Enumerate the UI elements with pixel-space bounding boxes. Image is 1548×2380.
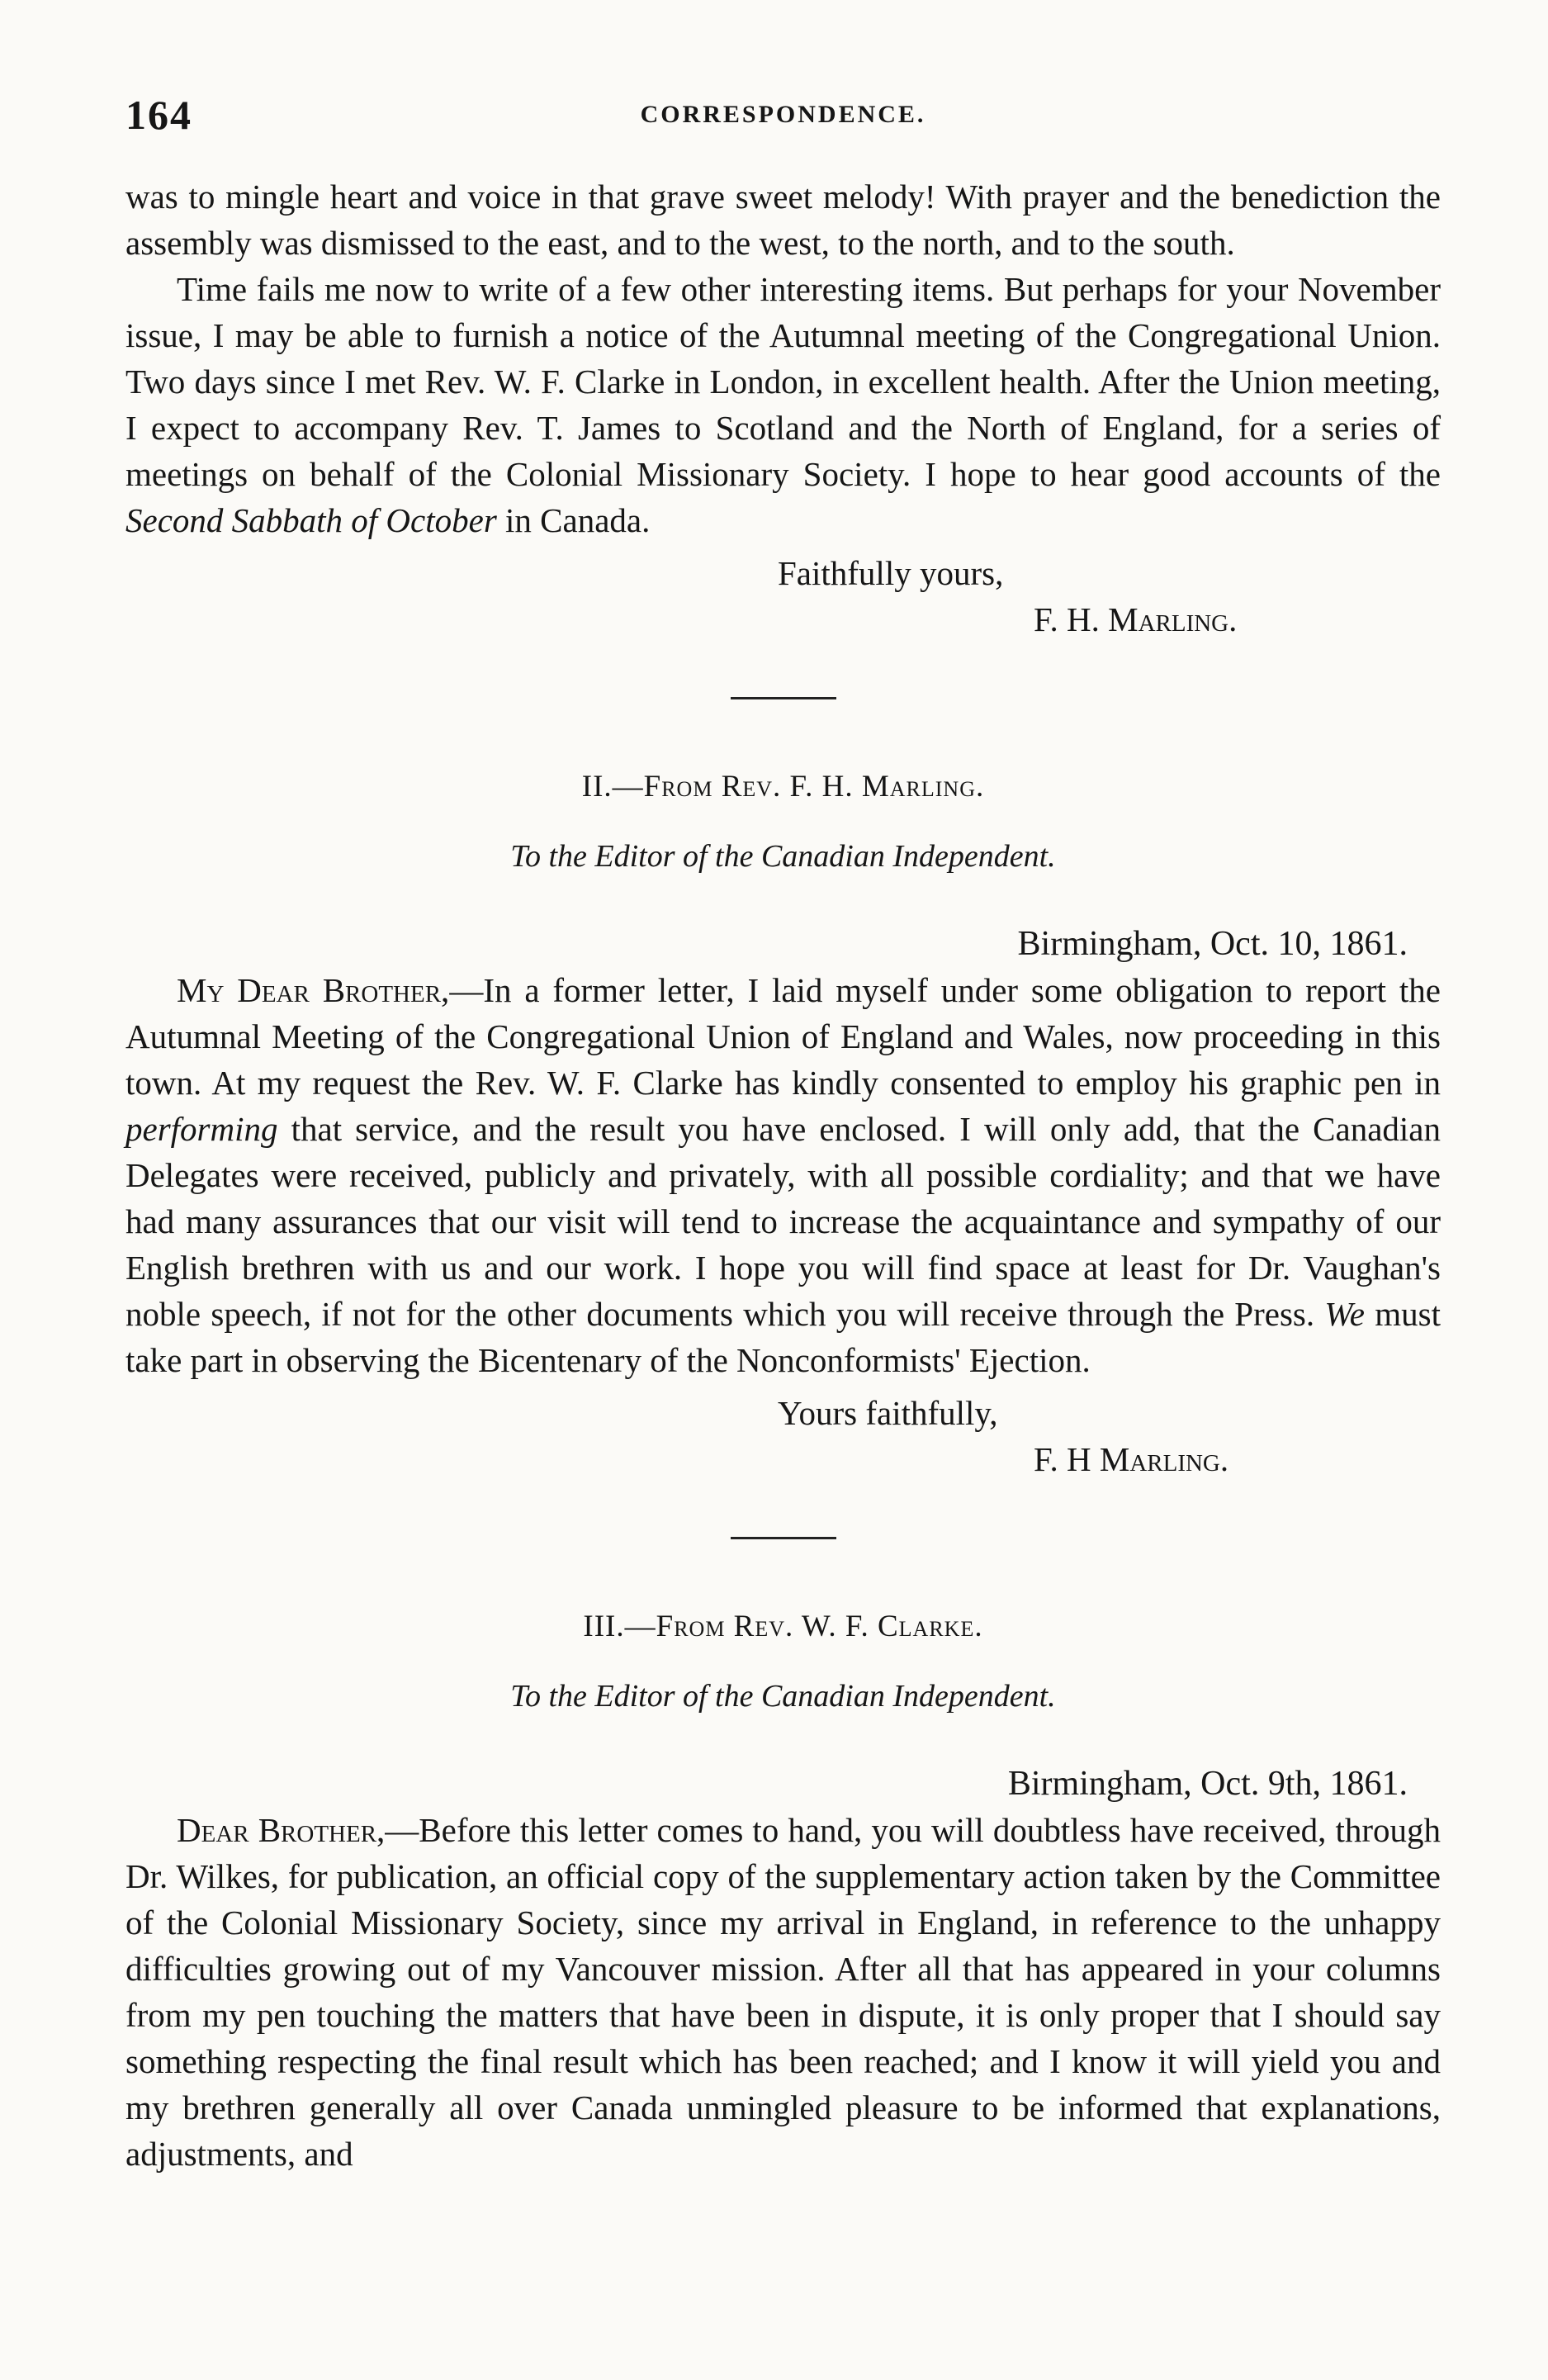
letter2-closing: Yours faithfully, <box>778 1394 998 1432</box>
running-header <box>125 91 1441 140</box>
letter1-paragraph-2-italic: Second Sabbath of October <box>125 501 497 539</box>
letter1-paragraph-1: was to mingle heart and voice in that grave sweet melody! With prayer and the benediction the assembly was dismissed to the east, and to the west, to the north, and to the south. <box>125 178 1441 262</box>
letter3-dateline: Birmingham, Oct. 9th, 1861. <box>1007 1765 1408 1803</box>
letter2-body <box>125 967 1441 1383</box>
section-divider-2 <box>731 1537 836 1539</box>
running-title: CORRESPONDENCE. <box>640 101 926 128</box>
letter2-heading: II.—From Rev. F. H. Marling. <box>581 770 985 804</box>
section-divider-1 <box>731 697 836 699</box>
letter1-paragraph-2-text-b: in Canada. <box>496 501 651 539</box>
letter3-salutation: Dear Brother, <box>177 1811 386 1849</box>
letter1-paragraph-2-text-a: Time fails me now to write of a few other interesting items. But perhaps for your November issue, I may be able to furnish a notice of the Autumnal meeting of the Congregational Union. Two days since I met Rev. W. F. Clarke in London, in excellent health. After the Union meeting, I expect to accompany Rev. T. James to Scotland and the North of England, for a series of meetings on behalf of the Colonial Missionary Society. I hope to hear good accounts of the <box>125 270 1441 493</box>
letter2-addressee: To the Editor of the Canadian Independent. <box>510 839 1056 874</box>
letter3-addressee: To the Editor of the Canadian Independent. <box>510 1679 1056 1714</box>
letter2-body-italic-2: We <box>1324 1295 1365 1333</box>
letter2-signature: F. H Marling. <box>1034 1440 1229 1478</box>
document-body <box>125 173 1441 2177</box>
letter2-body-text-a: —In a former letter, I laid myself under some obligation to report the Autumnal Meeting of the Congregational Union of England and Wales, now proceeding in this town. At my request the Rev. W. F. Clarke has kindly consented to employ his graphic pen in <box>125 971 1441 1102</box>
letter1-closing: Faithfully yours, <box>778 554 1004 592</box>
letter2-dateline: Birmingham, Oct. 10, 1861. <box>1017 925 1408 963</box>
letter3-heading: III.—From Rev. W. F. Clarke. <box>583 1610 983 1643</box>
letter3-body <box>125 1807 1441 2177</box>
letter2-body-italic-1: performing <box>125 1110 278 1148</box>
letter1-signature: F. H. Marling. <box>1034 600 1238 638</box>
page-number: 164 <box>125 92 192 138</box>
letter2-body-text-c: must take part in observing the Bicentenary of the Nonconformists' Ejection. <box>125 1295 1441 1379</box>
letter2-body-text-b: that service, and the result you have enclosed. I will only add, that the Canadian Delegates were received, publicly and privately, with all possible cordiality; and that we have had many assurances that our visit will tend to increase the acquaintance and sympathy of our English brethren with us and our work. I hope you will find space at least for Dr. Vaughan's noble speech, if not for the other documents which you will receive through the Press. <box>125 1110 1441 1333</box>
letter2-salutation: My Dear Brother, <box>177 971 450 1009</box>
letter1-paragraph-2 <box>125 266 1441 543</box>
letter3-body-text: —Before this letter comes to hand, you will doubtless have received, through Dr. Wilkes, for publication, an official copy of the supplementary action taken by the Committee of the Colonial Missionary Society, since my arrival in England, in reference to the unhappy difficulties growing out of my Vancouver mission. After all that has appeared in your columns from my pen touching the matters that have been in dispute, it is only proper that I should say something respecting the final result which has been reached; and I know it will yield you and my brethren generally all over Canada unmingled pleasure to be informed that explanations, adjustments, and <box>125 1811 1441 2173</box>
